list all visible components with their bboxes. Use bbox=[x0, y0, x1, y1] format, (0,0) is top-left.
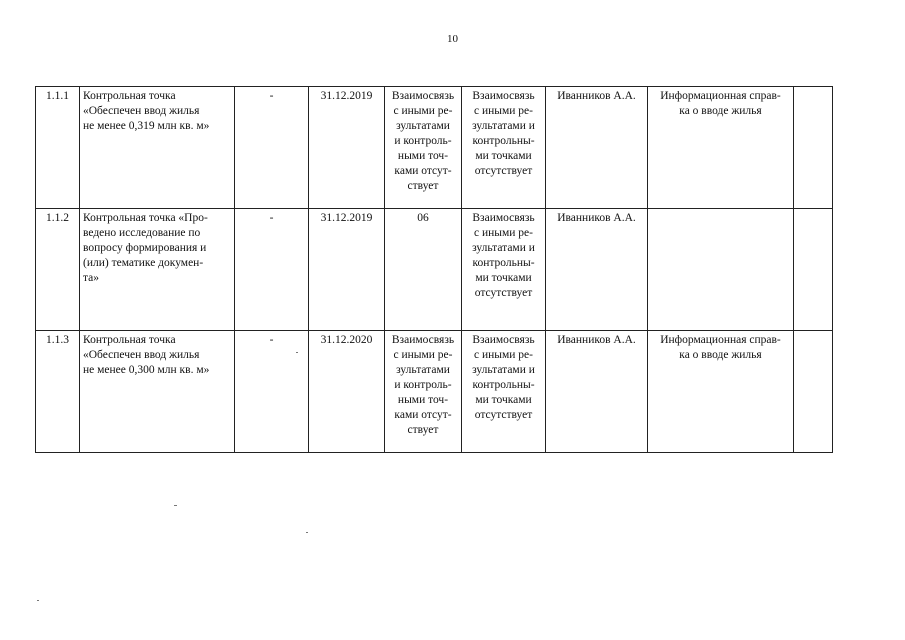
end-date: 31.12.2019 bbox=[309, 209, 385, 331]
table-row bbox=[36, 87, 833, 209]
link-next: Взаимосвязь с иными ре- зультатами и контрольны- ми точками отсутствует bbox=[462, 87, 546, 209]
link-next: Взаимосвязь с иными ре- зультатами и контрольны- ми точками отсутствует bbox=[462, 331, 546, 453]
responsible-person: Иванников А.А. bbox=[546, 209, 648, 331]
scan-speck bbox=[174, 505, 177, 506]
start-date: - bbox=[235, 331, 309, 453]
row-number: 1.1.3 bbox=[36, 331, 80, 453]
table-row bbox=[36, 331, 833, 453]
control-point-name: Контрольная точка «Про- ведено исследование по вопросу формирования и (или) тематике докумен- та» bbox=[80, 209, 235, 331]
scan-speck bbox=[37, 600, 39, 601]
scan-speck bbox=[296, 352, 298, 353]
end-date: 31.12.2019 bbox=[309, 87, 385, 209]
control-points-table bbox=[35, 86, 833, 453]
confirming-document: Информационная справ- ка о вводе жилья bbox=[648, 87, 794, 209]
control-point-name: Контрольная точка «Обеспечен ввод жилья не менее 0,300 млн кв. м» bbox=[80, 331, 235, 453]
link-previous: Взаимосвязь с иными ре- зультатами и контроль- ными точ- ками отсут- ствует bbox=[385, 87, 462, 209]
extra-cell bbox=[794, 209, 833, 331]
row-number: 1.1.2 bbox=[36, 209, 80, 331]
page-number: 10 bbox=[447, 33, 458, 45]
extra-cell bbox=[794, 331, 833, 453]
control-point-name: Контрольная точка «Обеспечен ввод жилья не менее 0,319 млн кв. м» bbox=[80, 87, 235, 209]
scan-speck bbox=[306, 532, 308, 533]
confirming-document bbox=[648, 209, 794, 331]
end-date: 31.12.2020 bbox=[309, 331, 385, 453]
responsible-person: Иванников А.А. bbox=[546, 87, 648, 209]
confirming-document: Информационная справ- ка о вводе жилья bbox=[648, 331, 794, 453]
link-previous: Взаимосвязь с иными ре- зультатами и контроль- ными точ- ками отсут- ствует bbox=[385, 331, 462, 453]
start-date: - bbox=[235, 209, 309, 331]
link-next: Взаимосвязь с иными ре- зультатами и контрольны- ми точками отсутствует bbox=[462, 209, 546, 331]
responsible-person: Иванников А.А. bbox=[546, 331, 648, 453]
extra-cell bbox=[794, 87, 833, 209]
table-row bbox=[36, 209, 833, 331]
row-number: 1.1.1 bbox=[36, 87, 80, 209]
link-previous: 06 bbox=[385, 209, 462, 331]
start-date: - bbox=[235, 87, 309, 209]
